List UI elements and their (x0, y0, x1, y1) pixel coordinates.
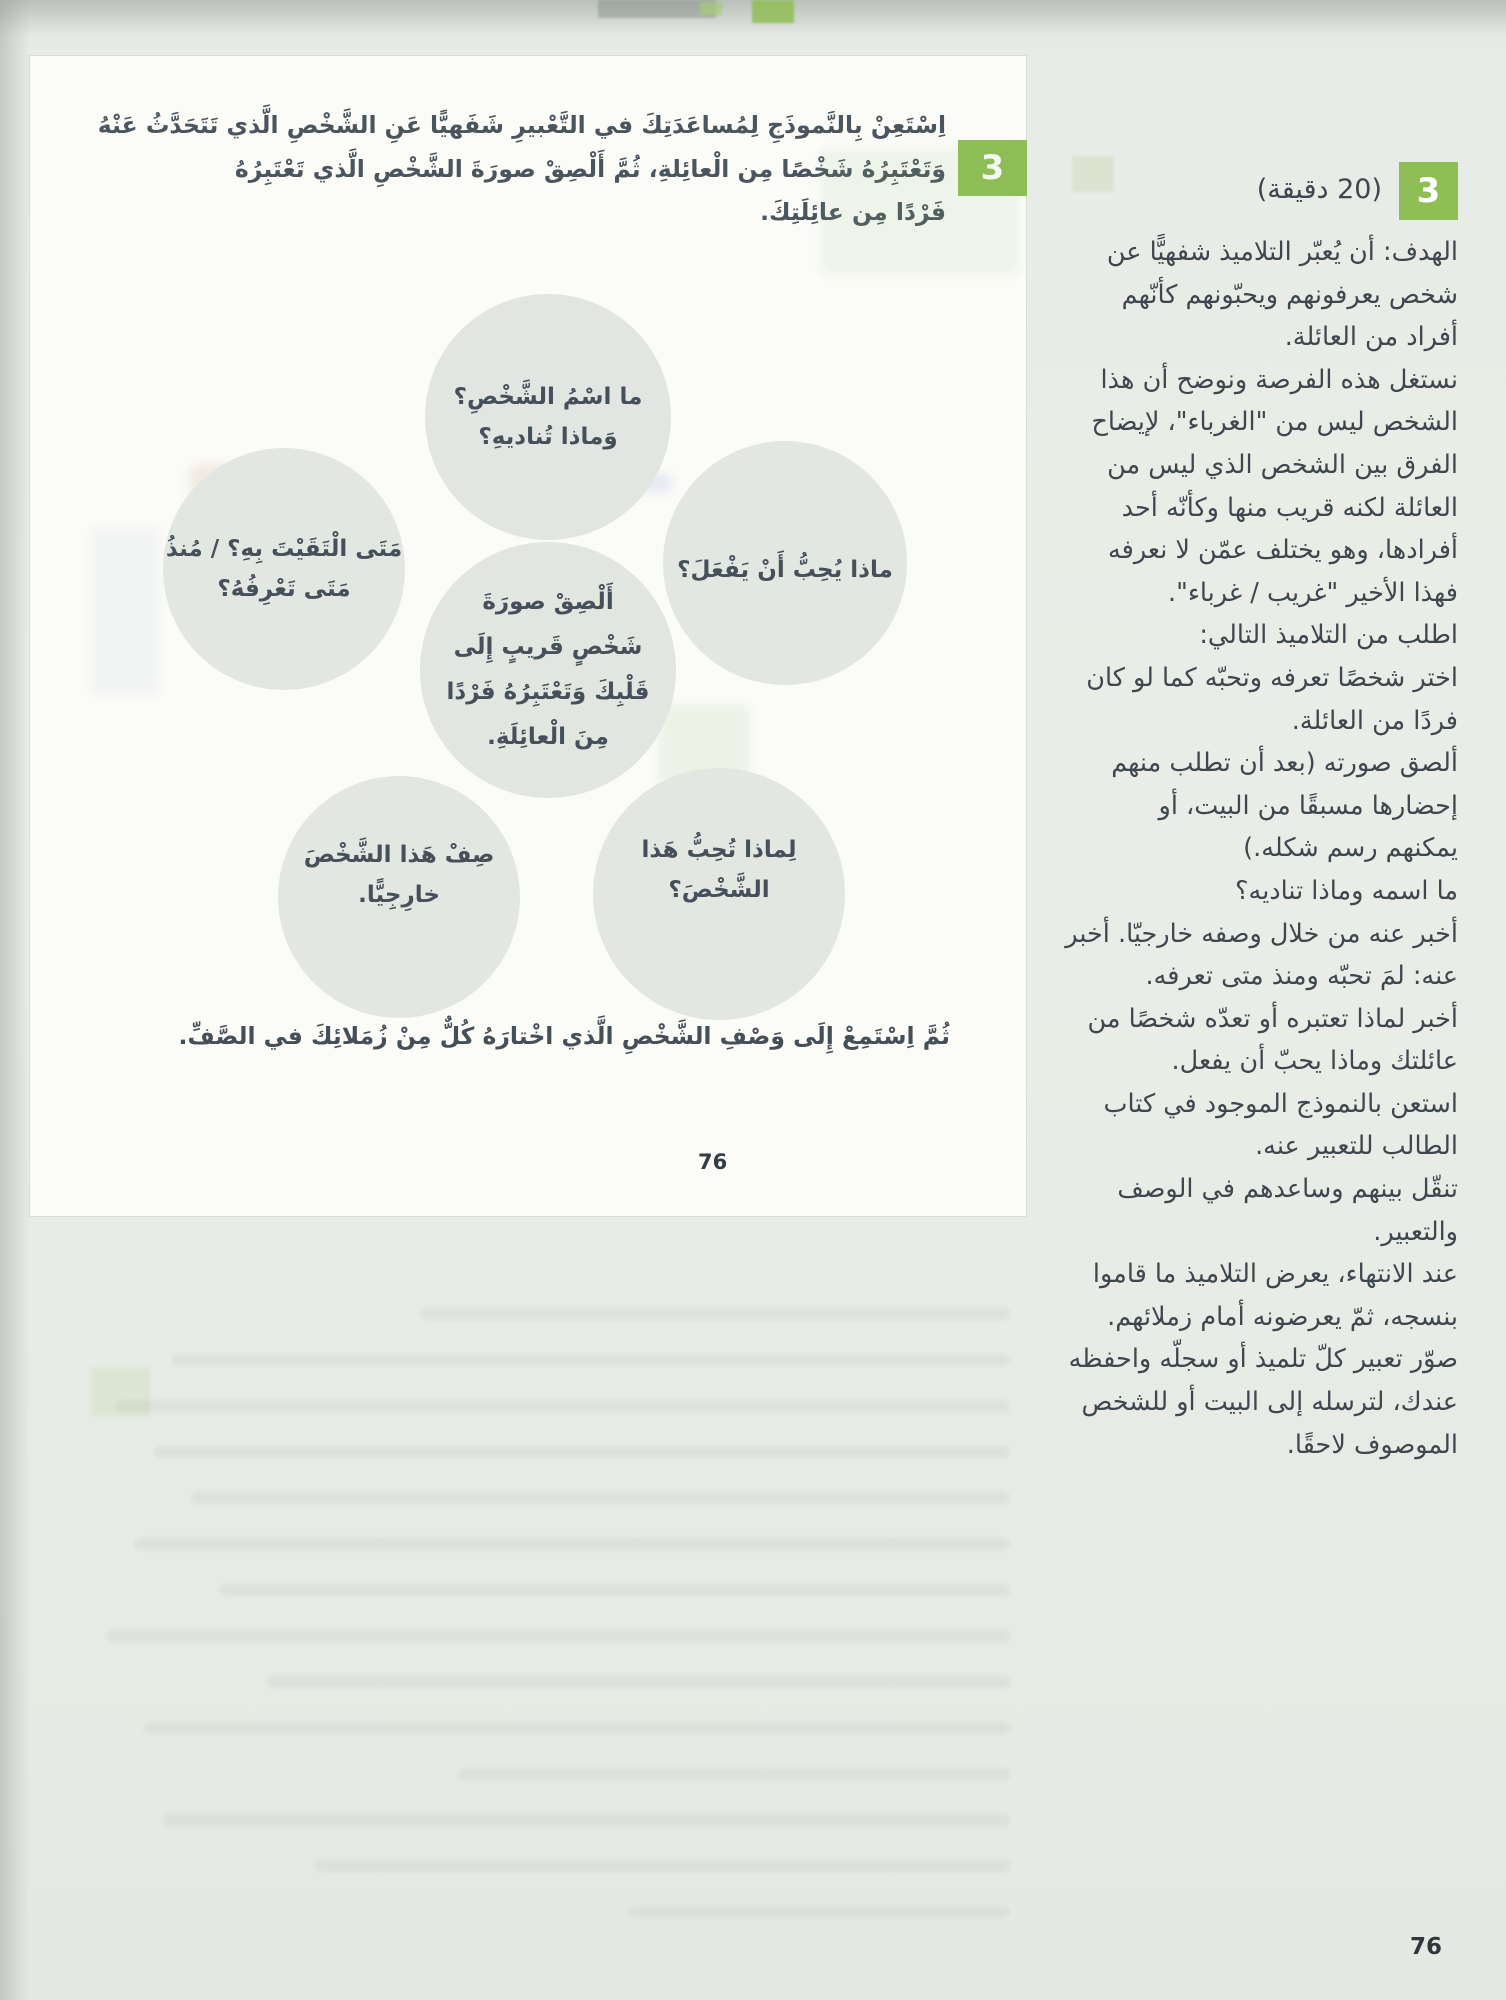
teacher-note-line: الموصوف لاحقًا. (1286, 1429, 1458, 1460)
duration-label: (20 دقيقة) (1256, 174, 1382, 205)
bubble-text: مَتَى تَعْرِفُهُ؟ (217, 576, 351, 602)
bleedthrough-blob (90, 526, 160, 696)
teacher-note-line: اطلب من التلاميذ التالي: (1199, 620, 1458, 651)
teacher-note-line: فهذا الأخير "غريب / غرباء". (1168, 577, 1458, 608)
bubble-text: خارِجِيًّا. (358, 882, 440, 908)
teacher-note-line: الشخص ليس من "الغرباء"، لإيضاح (1091, 407, 1458, 438)
bleedthrough-text-line (134, 1538, 1010, 1550)
bubble-text: أَلْصِقْ صورَةَ (482, 589, 614, 615)
teacher-note-line: الطالب للتعبير عنه. (1255, 1131, 1458, 1162)
bleedthrough-text-line (191, 1492, 1010, 1504)
student-book-page (30, 56, 1026, 1216)
previous-page-fragment (598, 0, 716, 18)
bubble-text: ما اسْمُ الشَّخْصِ؟ (453, 384, 643, 410)
bubble-why-love-question (593, 768, 845, 1020)
teacher-note-line: أفراد من العائلة. (1284, 322, 1458, 353)
teacher-note-line: شخص يعرفونهم ويحبّونهم كأنّهم (1121, 279, 1458, 310)
bubble-when-met-question (163, 448, 405, 690)
teacher-activity-number-badge: 3 (1399, 162, 1458, 220)
teacher-note-line: بنسجه، ثمّ يعرضونه أمام زملائهم. (1107, 1301, 1458, 1332)
bleedthrough-text-line (153, 1446, 1010, 1458)
teacher-note-line: أخبر لماذا تعتبره أو تعدّه شخصًا من (1087, 1003, 1458, 1034)
teacher-note-line: استعن بالنموذج الموجود في كتاب (1103, 1088, 1458, 1119)
bubble-name-question (425, 294, 671, 540)
bleedthrough-text-line (144, 1722, 1010, 1734)
teacher-note-line: ألصق صورته (بعد أن تطلب منهم (1111, 748, 1458, 779)
bleedthrough-text-line (267, 1676, 1010, 1688)
teacher-note-line: يمكنهم رسم شكله.) (1243, 833, 1458, 864)
bleedthrough-text-line (172, 1354, 1010, 1366)
bleedthrough-text-line (106, 1630, 1010, 1642)
teacher-note-line: اختر شخصًا تعرفه وتحبّه كما لو كان (1086, 662, 1458, 693)
instruction-line: اِسْتَعِنْ بِالنَّموذَجِ لِمُساعَدَتِكَ في التَّعْبيرِ شَفَهيًّا عَنِ الشَّخْصِ الَّذي تَتَحَدَّثُ عَنْهُ (97, 111, 946, 139)
bleedthrough-text-line (220, 1584, 1010, 1596)
student-page-number: 76 (698, 1150, 728, 1174)
teacher-note-line: العائلة لكنه قريب منها وكأنّه أحد (1121, 492, 1458, 523)
scan-left-gutter (0, 0, 30, 2000)
activity-number-badge: 3 (958, 140, 1027, 196)
bleedthrough-text-line (629, 1906, 1010, 1918)
teacher-note-line: عنه: لمَ تحبّه ومنذ متى تعرفه. (1145, 961, 1458, 992)
instruction-line: فَرْدًا مِن عائِلَتِكَ. (760, 198, 946, 226)
bleedthrough-blob (820, 148, 1020, 276)
bubble-text: مَتَى الْتَقَيْتَ بِهِ؟ / مُنذُ (165, 536, 403, 562)
sheet-page-number: 76 (1410, 1934, 1443, 1960)
bleedthrough-text-block (58, 1308, 1010, 1952)
bubble-text: شَخْصٍ قَريبٍ إِلَى (453, 634, 643, 660)
bleedthrough-text-line (163, 1814, 1010, 1826)
teacher-note-line: فردًا من العائلة. (1291, 705, 1458, 736)
bubble-text: وَماذا تُناديهِ؟ (478, 424, 618, 450)
bleedthrough-text-line (115, 1400, 1010, 1412)
teacher-note-line: نستغل هذه الفرصة ونوضح أن هذا (1100, 364, 1458, 395)
bubble-text: صِفْ هَذا الشَّخْصَ (303, 842, 495, 868)
teacher-note-line: عندك، لترسله إلى البيت أو للشخص (1081, 1387, 1458, 1418)
bubble-center-task (420, 542, 676, 798)
teacher-note-line: تنقّل بينهم وساعدهم في الوصف (1117, 1174, 1458, 1205)
bleedthrough-badge (1072, 156, 1114, 192)
teacher-note-line: إحضارها مسبقًا من البيت، أو (1158, 790, 1458, 821)
teacher-notes (1044, 231, 1458, 1466)
bubble-text: ماذا يُحِبُّ أَنْ يَفْعَلَ؟ (677, 557, 893, 583)
teacher-note-line: والتعبير. (1373, 1216, 1458, 1247)
bleedthrough-text-line (458, 1768, 1010, 1780)
previous-page-green-fragment (700, 2, 722, 15)
bubble-text: مِنَ الْعائِلَةِ. (487, 724, 609, 750)
previous-page-green-fragment (752, 0, 794, 23)
bubble-likes-question (663, 441, 907, 685)
teacher-note-line: الهدف: أن يُعبّر التلاميذ شفهيًّا عن (1106, 237, 1458, 267)
teacher-note-line: الفرق بين الشخص الذي ليس من (1107, 449, 1458, 480)
bubble-describe-appearance (278, 776, 520, 1018)
teacher-note-line: عند الانتهاء، يعرض التلاميذ ما قاموا (1092, 1259, 1458, 1290)
bubble-text: لِماذا تُحِبُّ هَذا (641, 837, 797, 863)
teacher-note-line: ما اسمه وماذا تناديه؟ (1234, 875, 1458, 906)
teacher-note-line: أفرادها، وهو يختلف عمّن لا نعرفه (1107, 535, 1458, 566)
bubble-text: قَلْبِكَ وَتَعْتَبِرُهُ فَرْدًا (446, 679, 650, 705)
instruction-line: وَتَعْتَبِرُهُ شَخْصًا مِن الْعائِلةِ، ثُمَّ أَلْصِقْ صورَةَ الشَّخْصِ الَّذي تَعْتَبِرُهُ (234, 154, 946, 183)
teacher-note-line: أخبر عنه من خلال وصفه خارجيّا. أخبر (1065, 918, 1458, 949)
bleedthrough-text-line (315, 1860, 1010, 1872)
bleedthrough-text-line (420, 1308, 1010, 1320)
closing-instruction: ثُمَّ اِسْتَمِعْ إِلَى وَصْفِ الشَّخْصِ الَّذي اخْتارَهُ كُلٌّ مِنْ زُمَلائِكَ في الصَّفِّ. (178, 1022, 950, 1050)
bubble-text: الشَّخْصَ؟ (668, 877, 770, 903)
teacher-note-line: عائلتك وماذا يحبّ أن يفعل. (1171, 1046, 1458, 1077)
teacher-note-line: صوّر تعبير كلّ تلميذ أو سجلّه واحفظه (1068, 1344, 1458, 1375)
